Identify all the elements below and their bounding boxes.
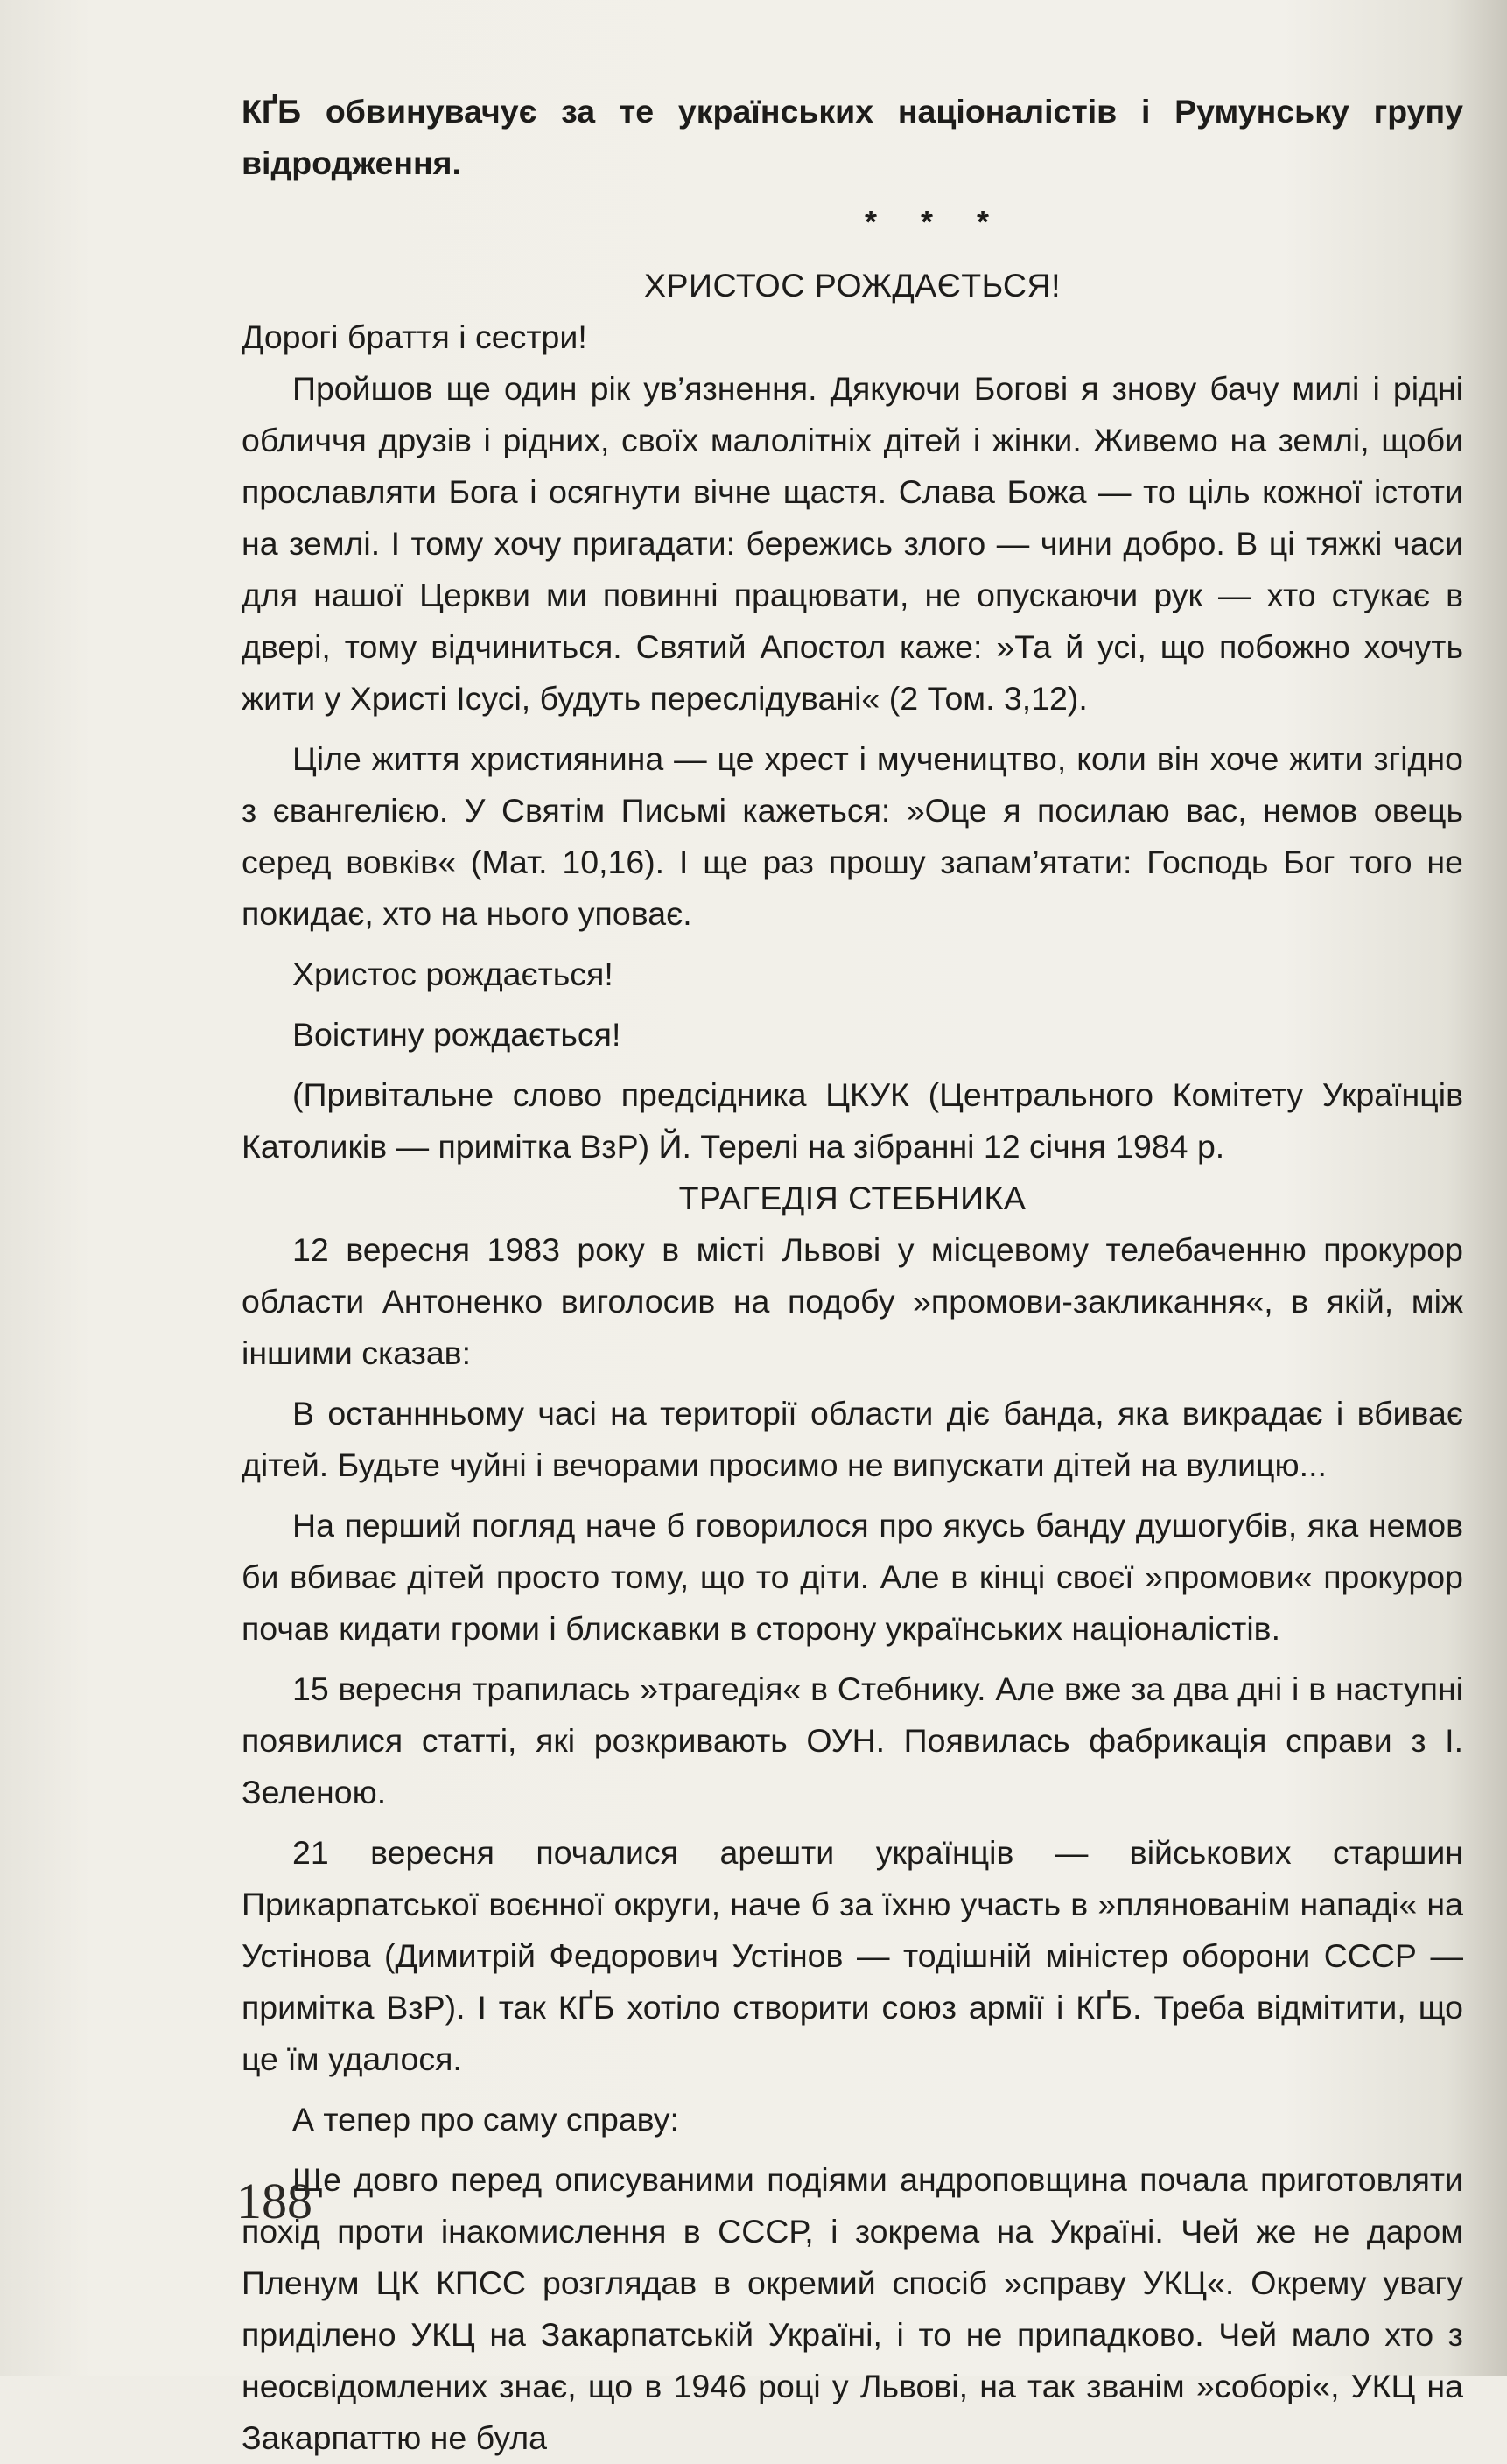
stebnyk-paragraph-2: На перший погляд наче б говорилося про якусь банду душогубів, яка немов би вбиває дітей просто тому, що то діти. Але в кінці своєї »промови« прокурор почав кидати громи і блискавки в сторону українських націоналістів. xyxy=(242,1507,1463,1647)
intro-paragraph: КҐБ обвинувачує за те українських націоналістів і Румунську групу відродження. xyxy=(242,93,1463,181)
speech-note: (Привітальне слово предсідника ЦКУК (Центрального Комітету Українців Католиків — примітка ВзР) Й. Терелі на зібранні 12 січня 1984 р. xyxy=(242,1076,1463,1165)
section-separator: * * * xyxy=(864,204,990,240)
christmas-paragraph-2: Ціле життя християнина — це хрест і мучеництво, коли він хоче жити згідно з євангелією. У Святім Письмі кажеться: »Оце я посилаю вас, немов овець серед вовків« (Мат. 10,16). І ще раз прошу запам’ятати: Господь Бог того не покидає, хто на нього уповає. xyxy=(242,740,1463,932)
christmas-paragraph-1: Пройшов ще один рік ув’язнення. Дякуючи Богові я знову бачу милі і рідні обличчя друзів і рідних, своїх малолітніх дітей і жінки. Живемо на землі, щоби прославляти Бога і осягнути вічне щастя. Слава Божа — то ціль кожної істоти на землі. І тому хочу пригадати: бережись злого — чини добро. В ці тяжкі часи для нашої Церкви ми повинні працювати, не опускаючи рук — хто стукає в двері, тому відчиниться. Святий Апостол каже: »Та й усі, що побожно хочуть жити у Христі Ісусі, будуть переслідувані« (2 Том. 3,12). xyxy=(242,370,1463,717)
stebnyk-paragraph-4: 21 вересня почалися арешти українців — військових старшин Прикарпатської воєнної округи, наче б за їхню участь в »плянованім нападі« на Устінова (Димитрій Федорович Устінов — тодішній міністер оборони СССР — примітка ВзР). І так КҐБ хотіло створити союз армії і КҐБ. Треба відмітити, що це їм удалося. xyxy=(242,1834,1463,2077)
page-text xyxy=(242,86,1463,2464)
stebnyk-paragraph-5: А тепер про саму справу: xyxy=(292,2101,679,2138)
page-number: 188 xyxy=(236,2173,312,2230)
stebnyk-paragraph-3: 15 вересня трапилась »трагедія« в Стебнику. Але вже за два дні і в наступні появилися статті, які розкривають ОУН. Появилась фабрикація справи з І. Зеленою. xyxy=(242,1670,1463,1810)
section-title-christmas: ХРИСТОС РОЖДАЄТЬСЯ! xyxy=(644,267,1061,304)
stebnyk-paragraph-1: 12 вересня 1983 року в місті Львові у місцевому телебаченню прокурор области Антоненко виголосив на подобу »промови-закликання«, в якій, між іншими сказав: xyxy=(242,1231,1463,1371)
stebnyk-paragraph-6: Ще довго перед описуваними подіями андроповщина почала приготовляти похід проти інакомислення в СССР, і зокрема на Україні. Чей же не даром Пленум ЦК КПСС розглядав в окремий спосіб »справу УКЦ«. Окрему увагу приділено УКЦ на Закарпатській Україні, і то не припадково. Чей мало хто з неосвідомлених знає, що в 1946 році у Львові, на так званім »соборі«, УКЦ на Закарпаттю не була xyxy=(242,2161,1463,2456)
salutation: Дорогі браття і сестри! xyxy=(242,318,587,355)
prosecutor-quote: В останнньому часі на території области діє банда, яка викрадає і вбиває дітей. Будьте чуйні і вечорами просимо не випускати дітей на вулицю... xyxy=(242,1395,1463,1483)
section-title-stebnyk: ТРАГЕДІЯ СТЕБНИКА xyxy=(678,1180,1027,1216)
greeting-line-2: Воістину рождається! xyxy=(292,1016,621,1053)
greeting-line-1: Христос рождається! xyxy=(292,956,613,992)
